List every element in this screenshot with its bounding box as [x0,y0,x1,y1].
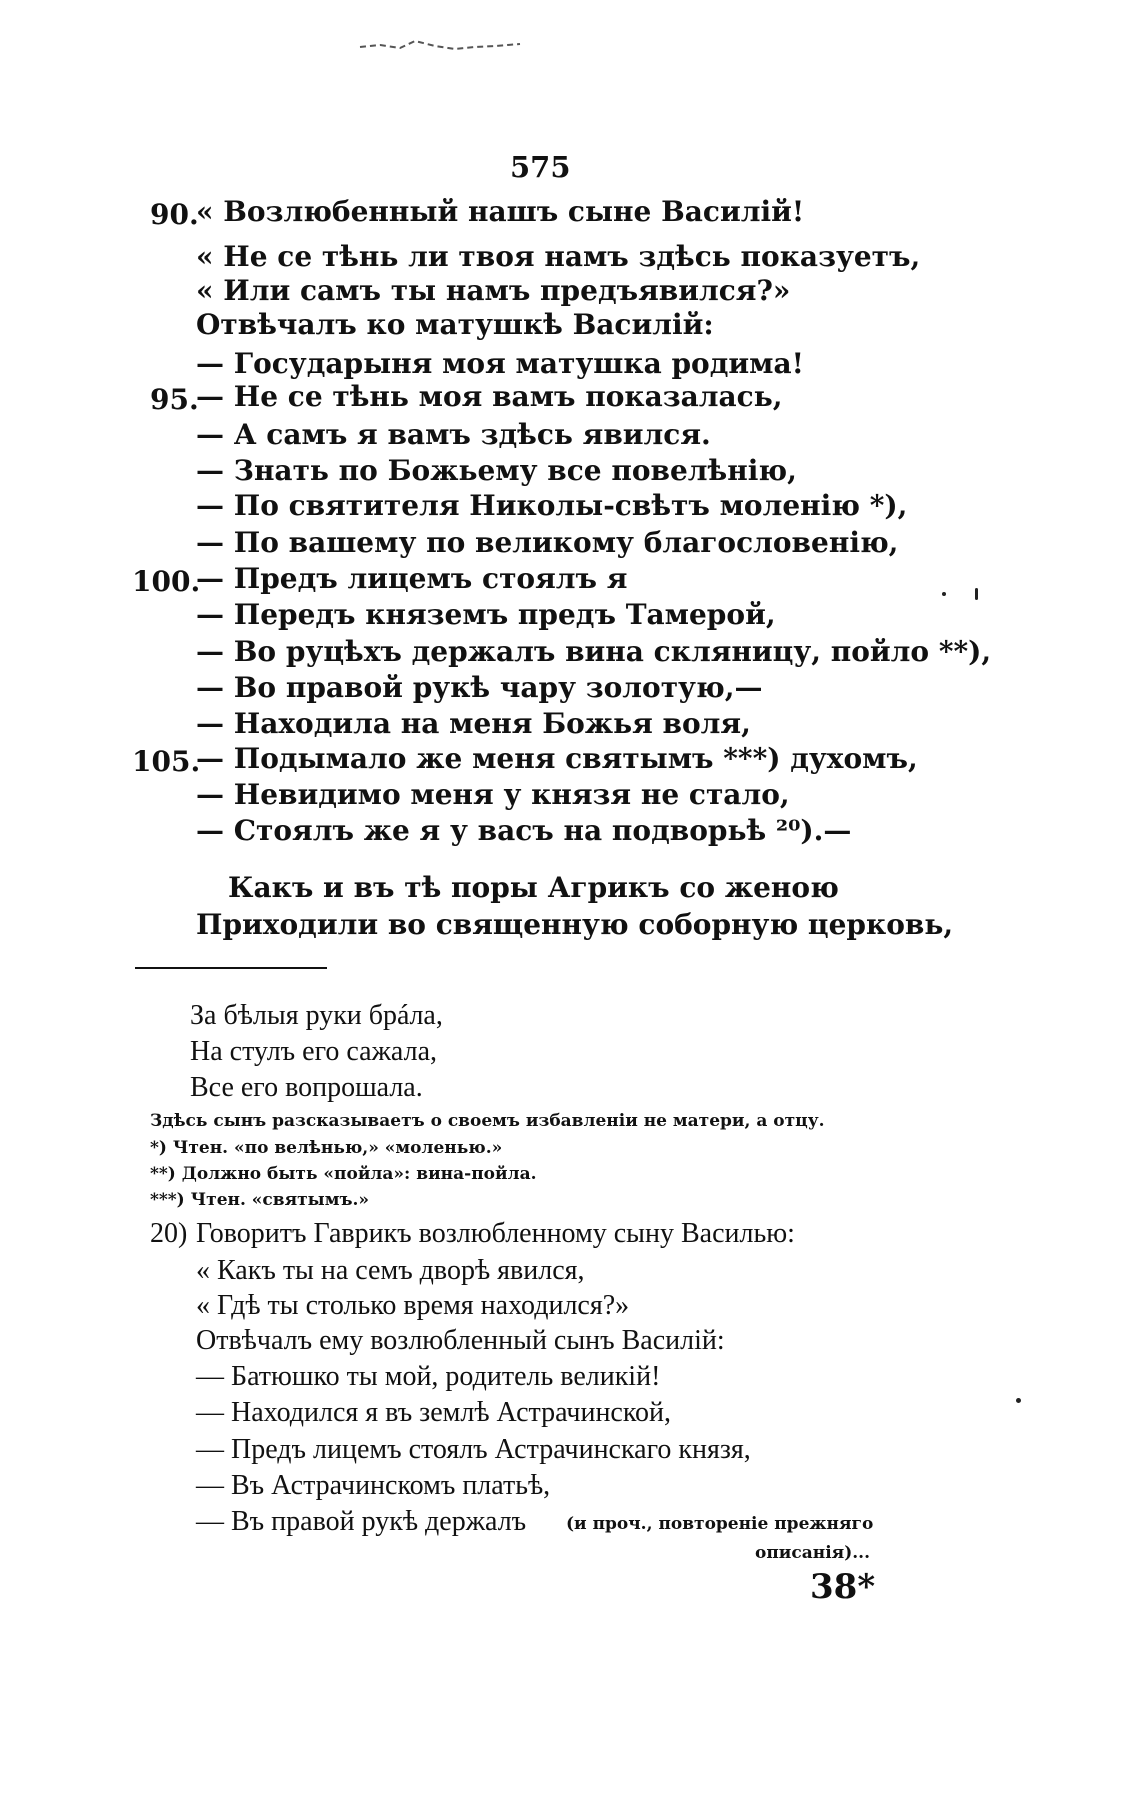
footnote-verse-line: За бѣлыя руки брáла, [190,1000,443,1031]
note-20-line: — Батюшко ты мой, родитель великій! [196,1361,661,1392]
poem-line: — По святителя Николы-свѣтъ моленію *), [196,489,908,522]
poem-line: « Не се тѣнь ли твоя намъ здѣсь показуетъ, [196,240,921,273]
footnote-rule [135,967,327,969]
note-20-line: Отвѣчалъ ему возлюбленный сынъ Василій: [196,1325,725,1356]
continuation-line: Какъ и въ тѣ поры Агрикъ со женою [228,871,839,904]
note-20-line: « Гдѣ ты столько время находился?» [196,1290,630,1321]
poem-line: — Знать по Божьему все повелѣнію, [196,454,797,487]
poem-line: — Государыня моя матушка родима! [196,347,804,380]
verse-number: 100. [132,565,201,598]
footnote: ***) Чтен. «святымъ.» [150,1190,370,1210]
note-20-line: Говоритъ Гаврикъ возлюбленному сыну Василью: [196,1218,795,1249]
poem-line: — Во руцѣхъ держалъ вина скляницу, пойло **), [196,635,992,668]
poem-line: — А самъ я вамъ здѣсь явился. [196,418,711,451]
poem-line: — Стоялъ же я у васъ на подворьѣ ²⁰).— [196,814,852,847]
note-20-trailing: описанія)... [755,1543,871,1563]
signature-mark: 38* [810,1567,876,1607]
verse-number: 90. [150,198,199,231]
note-20-line: — Въ правой рукѣ держалъ [196,1506,527,1537]
note-20-marker: 20) [150,1218,188,1249]
note-20-line: — Предъ лицемъ стоялъ Астрачинскаго князя, [196,1434,751,1465]
footnote: **) Должно быть «пойла»: вина-пойла. [150,1164,537,1184]
ink-smudge [355,38,535,54]
poem-line: — Не се тѣнь моя вамъ показалась, [196,380,783,413]
poem-line: — Невидимо меня у князя не стало, [196,778,790,811]
footnote-verse-line: На стулъ его сажала, [190,1036,437,1067]
continuation-line: Приходили во священную соборную церковь, [196,908,954,941]
ink-speck [1016,1398,1021,1403]
poem-line: — Во правой рукѣ чару золотую,— [196,671,763,704]
poem-line: — По вашему по великому благословенію, [196,526,899,559]
ink-speck [942,592,946,596]
verse-number: 105. [132,745,201,778]
poem-line: « Возлюбенный нашъ сыне Василій! [196,195,805,228]
poem-line: — Передъ княземъ предъ Тамерой, [196,598,776,631]
note-20-line: — Находился я въ землѣ Астрачинской, [196,1397,672,1428]
ink-speck [975,588,978,600]
poem-line: — Находила на меня Божья воля, [196,707,751,740]
note-20-line: « Какъ ты на семъ дворѣ явился, [196,1255,585,1286]
poem-line: « Или самъ ты намъ предъявился?» [196,274,791,307]
poem-line: — Предъ лицемъ стоялъ я [196,562,628,595]
footnote: Здѣсь сынъ разсказываетъ о своемъ избавленіи не матери, а отцу. [150,1111,825,1131]
footnote: *) Чтен. «по велѣнью,» «моленью.» [150,1138,503,1158]
poem-line: — Подымало же меня святымъ ***) духомъ, [196,742,918,775]
page-number: 575 [510,150,571,184]
verse-number: 95. [150,383,199,416]
note-20-trailing: (и проч., повтореніе прежняго [566,1514,874,1534]
note-20-line: — Въ Астрачинскомъ платьѣ, [196,1470,551,1501]
footnote-verse-line: Все его вопрошала. [190,1072,423,1103]
poem-line: Отвѣчалъ ко матушкѣ Василій: [196,308,714,341]
